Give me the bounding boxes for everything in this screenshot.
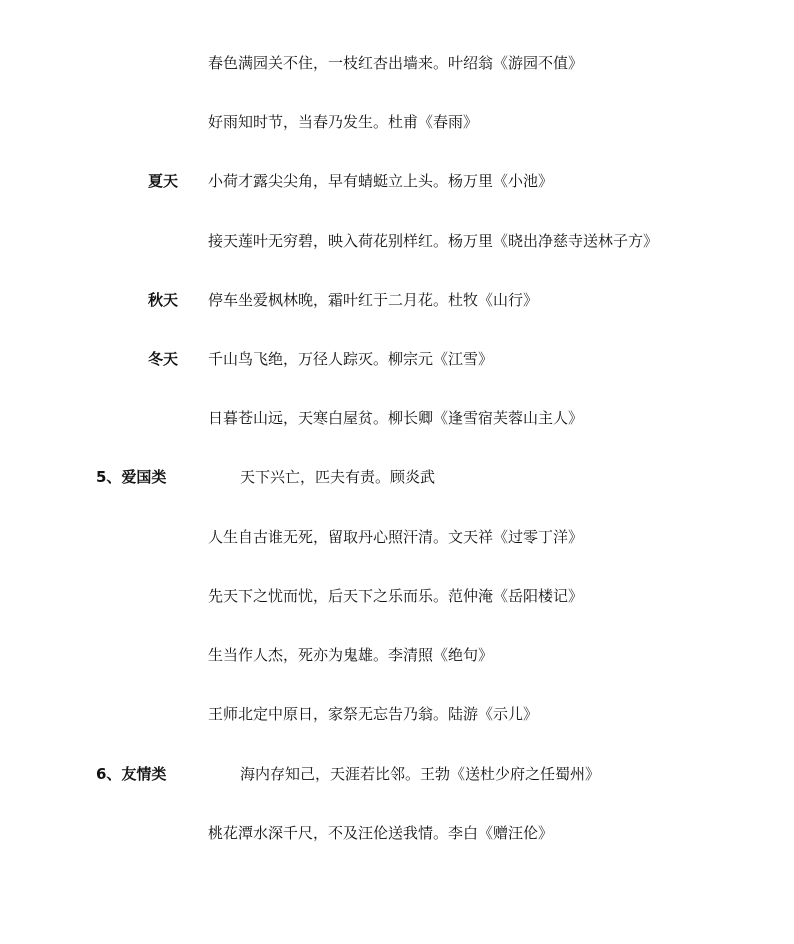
poem-line-13: 海内存知己，天涯若比邻。王勃《送杜少府之任蜀州》 [240,765,601,783]
season-label-winter: 冬天 [148,350,179,368]
poem-line-7: 日暮苍山远，天寒白屋贫。柳长卿《逢雪宿芙蓉山主人》 [208,409,584,427]
category-label-patriotic: 5、爱国类 [96,468,167,486]
poem-line-14: 桃花潭水深千尺，不及汪伦送我情。李白《赠汪伦》 [208,824,554,842]
poem-line-9: 人生自古谁无死，留取丹心照汗清。文天祥《过零丁洋》 [208,528,584,546]
poem-line-8: 天下兴亡，匹夫有责。顾炎武 [240,468,436,486]
poem-line-6: 千山鸟飞绝，万径人踪灭。柳宗元《江雪》 [208,350,494,368]
poem-line-2: 好雨知时节，当春乃发生。杜甫《春雨》 [208,113,479,131]
season-label-autumn: 秋天 [148,291,179,309]
poem-line-10: 先天下之忧而忧，后天下之乐而乐。范仲淹《岳阳楼记》 [208,587,584,605]
poem-line-4: 接天莲叶无穷碧，映入荷花别样红。杨万里《晓出净慈寺送林子方》 [208,232,659,250]
category-label-friendship: 6、友情类 [96,765,167,783]
poem-line-12: 王师北定中原日，家祭无忘告乃翁。陆游《示儿》 [208,705,539,723]
poem-line-1: 春色满园关不住，一枝红杏出墙来。叶绍翁《游园不值》 [208,54,584,72]
poem-line-3: 小荷才露尖尖角，早有蜻蜓立上头。杨万里《小池》 [208,172,554,190]
poem-line-11: 生当作人杰，死亦为鬼雄。李清照《绝句》 [208,646,494,664]
season-label-summer: 夏天 [148,172,179,190]
poem-line-5: 停车坐爱枫林晚，霜叶红于二月花。杜牧《山行》 [208,291,539,309]
